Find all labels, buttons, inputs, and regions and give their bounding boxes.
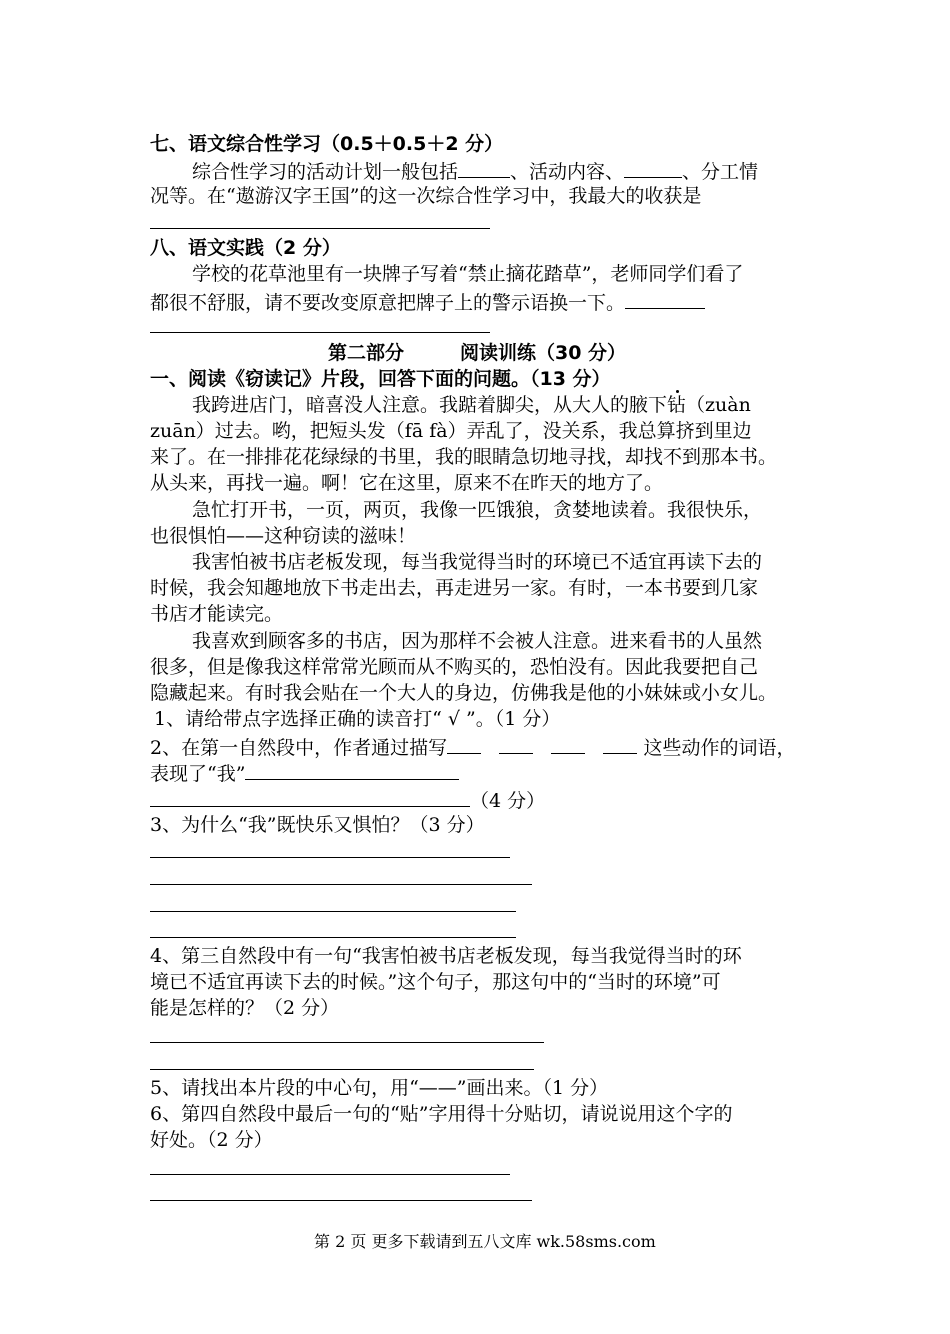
answer-blank[interactable] (150, 786, 470, 807)
question-2-line-2 (150, 759, 459, 785)
answer-line[interactable] (150, 1042, 544, 1043)
section-7-line-2: 况等。在“遨游汉字王国”的这一次综合性学习中，我最大的收获是 (150, 185, 702, 207)
passage-p1-line-4: 从头来，再找一遍。啊！它在这里，原来不在昨天的地方了。 (150, 472, 664, 494)
question-4-line-2: 境已不适宜再读下去的时候。”这个句子，那这句中的“当时的环境”可 (150, 971, 721, 993)
passage-p2-line-2: 也很惧怕——这种窃读的滋味！ (150, 525, 417, 547)
question-2-line-1 (150, 733, 796, 759)
question-6-line-1: 6、第四自然段中最后一句的“贴”字用得十分贴切，请说说用这个字的 (150, 1103, 733, 1125)
question-2-text: 2、在第一自然段中，作者通过描写 (150, 737, 448, 759)
answer-blank[interactable] (245, 759, 459, 780)
answer-blank[interactable] (499, 733, 533, 754)
s7-text-c: 、分工情 (682, 161, 759, 183)
answer-blank[interactable] (551, 733, 585, 754)
question-3: 3、为什么“我”既快乐又惧怕？（3 分） (150, 814, 485, 836)
question-1: 1、请给带点字选择正确的读音打“ √ ”。（1 分） (154, 708, 561, 730)
answer-blank[interactable] (458, 157, 510, 178)
answer-line[interactable] (150, 884, 532, 885)
passage-text: 我跨进店门，暗喜没人注意。我踮着脚尖，从大人的腋下 (192, 394, 668, 416)
dotted-character: 钻 (667, 394, 687, 416)
answer-line[interactable] (150, 857, 510, 858)
answer-blank[interactable] (625, 288, 705, 309)
s7-text-b: 、活动内容、 (510, 161, 625, 183)
section-7-title: 七、语文综合性学习（0.5＋0.5＋2 分） (150, 133, 504, 155)
section-8-line-2 (150, 288, 705, 314)
passage-p1-line-3: 来了。在一排排花花绿绿的书里，我的眼睛急切地寻找，却找不到那本书。 (150, 446, 778, 468)
page-footer: 第 2 页 更多下载请到五八文库 wk.58sms.com (314, 1232, 656, 1251)
answer-blank[interactable] (603, 733, 637, 754)
answer-line[interactable] (150, 911, 516, 912)
question-4-line-1: 4、第三自然段中有一句“我害怕被书店老板发现，每当我觉得当时的环 (150, 945, 742, 967)
answer-blank[interactable] (447, 733, 481, 754)
passage-p3-line-3: 书店才能读完。 (150, 603, 284, 625)
s8-text: 都很不舒服，请不要改变原意把牌子上的警示语换一下。 (150, 292, 626, 314)
passage-p1-line-1 (192, 392, 751, 418)
answer-line[interactable] (150, 1174, 510, 1175)
passage-p1-line-2: zuān）过去。哟，把短头发（fā fà）弄乱了，没关系，我总算挤到里边 (150, 420, 752, 442)
passage-p4-line-2: 很多，但是像我这样常常光顾而从不购买的，恐怕没有。因此我要把自己 (150, 656, 759, 678)
question-6-line-2: 好处。（2 分） (150, 1129, 273, 1151)
section-8-line-1: 学校的花草池里有一块牌子写着“禁止摘花踏草”，老师同学们看了 (192, 263, 744, 285)
question-2-line-3 (150, 786, 545, 812)
part-2-title: 阅读训练（30 分） (460, 342, 627, 364)
answer-line[interactable] (150, 1069, 534, 1070)
question-4-line-3: 能是怎样的？（2 分） (150, 997, 340, 1019)
passage-p2-line-1: 急忙打开书，一页，两页，我像一匹饿狼，贪婪地读着。我很快乐， (192, 499, 763, 521)
answer-blank[interactable] (624, 157, 682, 178)
section-7-line-1 (192, 157, 758, 183)
answer-line[interactable] (150, 1200, 532, 1201)
passage-p3-line-2: 时候，我会知趣地放下书走出去，再走进另一家。有时，一本书要到几家 (150, 577, 759, 599)
part-2-label: 第二部分 (328, 342, 405, 364)
section-8-title: 八、语文实践（2 分） (150, 237, 341, 259)
reading-title: 一、阅读《窃读记》片段，回答下面的问题。（13 分） (150, 368, 611, 390)
passage-p3-line-1: 我害怕被书店老板发现，每当我觉得当时的环境已不适宜再读下去的 (192, 551, 763, 573)
question-2-score: （4 分） (470, 790, 546, 812)
question-2-text: 这些动作的词语， (643, 737, 796, 759)
question-2-text: 表现了“我” (150, 763, 246, 785)
passage-p4-line-3: 隐藏起来。有时我会贴在一个大人的身边，仿佛我是他的小妹妹或小女儿。 (150, 682, 778, 704)
answer-line[interactable] (150, 937, 516, 938)
answer-line[interactable] (150, 332, 490, 333)
answer-line[interactable] (150, 228, 490, 229)
s7-text-a: 综合性学习的活动计划一般包括 (192, 161, 459, 183)
question-5: 5、请找出本片段的中心句，用“——”画出来。（1 分） (150, 1077, 609, 1099)
passage-p4-line-1: 我喜欢到顾客多的书店，因为那样不会被人注意。进来看书的人虽然 (192, 630, 763, 652)
passage-text: （zuàn (686, 394, 751, 416)
